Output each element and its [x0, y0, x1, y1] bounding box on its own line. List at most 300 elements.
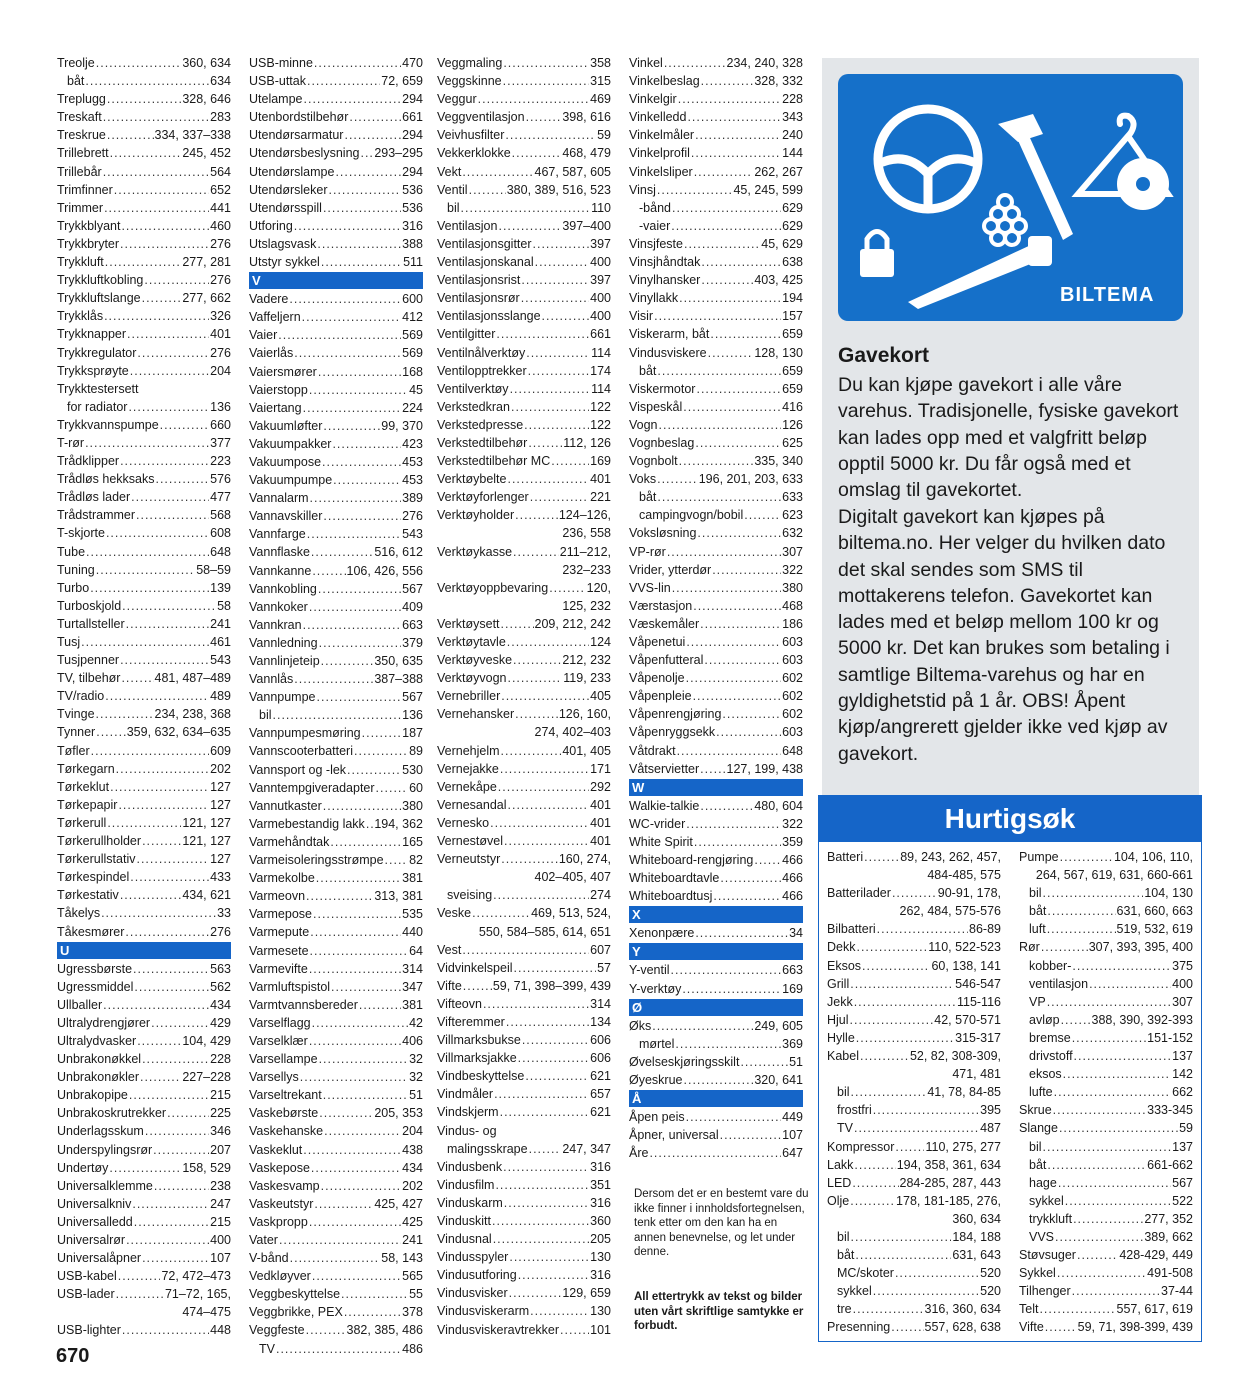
entry-pages: 434: [402, 1160, 423, 1175]
dot-leader: [362, 724, 402, 742]
entry-term: Våpenrengjøring: [629, 707, 722, 722]
entry-term: trykkluft: [1029, 1211, 1073, 1226]
dot-leader: [310, 489, 402, 507]
entry-pages: 294: [402, 164, 423, 179]
entry-term: USB-lighter: [57, 1323, 121, 1338]
index-entry: [57, 850, 231, 868]
entry-pages: 194, 362: [374, 816, 423, 831]
dot-leader: [524, 416, 589, 434]
index-entry: [57, 1050, 231, 1068]
index-entry: [629, 597, 803, 615]
index-entry: [827, 1101, 1001, 1119]
index-entry: [629, 325, 803, 343]
dot-leader: [110, 144, 182, 162]
dot-leader: [462, 941, 589, 959]
entry-term: hage: [1029, 1175, 1057, 1190]
entry-term: Vernehjelm: [437, 743, 500, 758]
entry-pages: 406: [402, 1033, 423, 1048]
entry-pages: 223: [210, 454, 231, 469]
dot-leader: [311, 1159, 401, 1177]
entry-pages: 603: [782, 653, 803, 668]
entry-term: sykkel: [837, 1284, 872, 1299]
dot-leader: [754, 851, 781, 869]
dot-leader: [657, 470, 698, 488]
entry-pages: 466: [782, 871, 803, 886]
entry-term: Turbo: [57, 580, 90, 595]
dot-leader: [679, 452, 754, 470]
entry-pages: 207: [210, 1142, 231, 1157]
entry-pages: 51: [789, 1054, 803, 1069]
entry-pages: 470: [402, 56, 423, 70]
entry-pages: 546-547: [955, 976, 1001, 991]
entry-term: Vannscooterbatteri: [249, 744, 353, 759]
dot-leader: [1061, 1011, 1091, 1029]
entry-term: Verktøyoppbevaring: [437, 580, 549, 595]
index-entry: [57, 760, 231, 778]
index-entry: [249, 978, 423, 996]
index-entry: [57, 1122, 231, 1140]
entry-term: Vinyllakk: [629, 291, 679, 306]
entry-term: Vanntempgiveradapter: [249, 780, 375, 795]
dot-leader: [167, 1104, 209, 1122]
entry-pages: 400: [590, 255, 611, 270]
entry-term: Tåkesmører: [57, 924, 125, 939]
entry-pages: 333-345: [1147, 1103, 1193, 1118]
entry-term: Vadere: [249, 292, 289, 307]
entry-pages: 453: [402, 473, 423, 488]
index-entry: [437, 778, 611, 796]
dot-leader: [512, 144, 562, 162]
dot-leader: [81, 633, 209, 651]
entry-pages: 107: [782, 1128, 803, 1143]
dot-leader: [145, 1122, 209, 1140]
entry-term: -vaier: [639, 218, 671, 233]
entry-pages: 315-317: [955, 1030, 1001, 1045]
entry-pages: 520: [980, 1266, 1001, 1281]
index-entry: [437, 289, 611, 307]
dot-leader: [347, 761, 401, 779]
entry-pages: 320, 641: [754, 1072, 803, 1087]
index-entry: [827, 1318, 1001, 1336]
index-entry: [1019, 1119, 1193, 1137]
entry-pages: 225: [210, 1106, 231, 1121]
index-entry: [629, 380, 803, 398]
index-entry: [437, 1194, 611, 1212]
index-entry: [57, 1086, 231, 1104]
entry-pages: 562: [210, 979, 231, 994]
dot-leader: [129, 1086, 209, 1104]
index-entry: [629, 961, 803, 979]
dot-leader: [105, 687, 209, 705]
entry-pages: 543: [402, 527, 423, 542]
entry-pages: 314: [402, 961, 423, 976]
index-entry: [57, 1195, 231, 1213]
dot-leader: [313, 905, 401, 923]
index-entry: [249, 1213, 423, 1231]
entry-pages: 294: [402, 128, 423, 143]
index-entry: [629, 1053, 803, 1071]
index-entry: [629, 1035, 803, 1053]
index-entry: [249, 1321, 423, 1339]
index-entry: [827, 1282, 1001, 1300]
entry-term: ventilasjon: [1029, 976, 1089, 991]
entry-pages: 59, 71, 398-399, 439: [1077, 1320, 1193, 1335]
entry-term: Treplugg: [57, 92, 106, 107]
entry-term: Vaierlås: [249, 346, 294, 361]
entry-pages: 403, 425: [754, 273, 803, 288]
entry-term: Vrider, ytterdør: [629, 562, 712, 577]
index-entry: [629, 488, 803, 506]
dot-leader: [276, 1340, 401, 1358]
index-entry: [629, 687, 803, 705]
entry-term: Dekk: [827, 940, 856, 955]
dot-leader: [649, 1144, 781, 1162]
dot-leader: [854, 993, 956, 1011]
entry-term: bil: [1029, 1139, 1042, 1154]
index-entry: [57, 54, 231, 72]
entry-term: Trykklås: [57, 309, 104, 324]
index-entry: [1019, 1083, 1193, 1101]
entry-term: Verktøyvogn: [437, 671, 507, 686]
index-entry: [249, 761, 423, 779]
dot-leader: [701, 271, 753, 289]
index-entry: [437, 850, 611, 868]
index-entry: [629, 651, 803, 669]
entry-pages: 379: [402, 635, 423, 650]
entry-term: Varseltrekant: [249, 1088, 322, 1103]
dot-leader: [461, 199, 591, 217]
index-entry: [57, 796, 231, 814]
entry-pages: 662: [1172, 1085, 1193, 1100]
index-entry: [437, 1085, 611, 1103]
entry-pages: 400: [1172, 976, 1193, 991]
entry-pages: 480, 604: [754, 798, 803, 813]
entry-term: Våpenpleie: [629, 689, 692, 704]
entry-pages: 433: [210, 870, 231, 885]
entry-pages: 428-429, 449: [1119, 1248, 1193, 1263]
entry-pages: 32: [409, 1070, 423, 1085]
entry-term: Vaiersmører: [249, 364, 317, 379]
entry-term: Ventilasjonsrør: [437, 291, 520, 306]
dot-leader: [329, 181, 402, 199]
entry-term: Varmtvannsbereder: [249, 997, 358, 1012]
index-entry: [437, 1067, 611, 1085]
entry-term: Ultralydrengjører: [57, 1015, 151, 1030]
entry-pages: 625: [782, 435, 803, 450]
dot-leader: [892, 884, 937, 902]
index-entry: [249, 90, 423, 108]
index-entry: [57, 1249, 231, 1267]
letter-section-header: Å: [629, 1090, 803, 1107]
dot-leader: [678, 90, 781, 108]
index-entry: [57, 996, 231, 1014]
dot-leader: [289, 290, 401, 308]
dot-leader: [462, 163, 533, 181]
entry-term: Ventilverktøy: [437, 381, 509, 396]
dot-leader: [303, 616, 402, 634]
index-entry: [629, 163, 803, 181]
entry-term: Vest: [437, 942, 462, 957]
dot-leader: [344, 126, 401, 144]
index-entry: [437, 941, 611, 959]
index-entry: [57, 271, 231, 289]
letter-section-header: W: [629, 779, 803, 796]
index-entry: [1019, 1192, 1193, 1210]
index-entry: [249, 1068, 423, 1086]
dot-leader: [312, 562, 345, 580]
entry-term: Skrue: [1019, 1103, 1052, 1118]
index-entry: [437, 126, 611, 144]
dot-leader: [1065, 1192, 1171, 1210]
index-entry: [437, 832, 611, 850]
entry-term: Vernehansker: [437, 707, 515, 722]
entry-term: Våpenetui: [629, 635, 686, 649]
index-entry: [437, 90, 611, 108]
entry-term: Verktøytavle: [437, 635, 506, 649]
dot-leader: [515, 506, 558, 524]
dot-leader: [664, 54, 726, 72]
entry-term: Kabel: [827, 1049, 859, 1064]
entry-term: sykkel: [1029, 1193, 1064, 1208]
index-entry: [629, 126, 803, 144]
entry-pages: 453: [402, 454, 423, 469]
entry-term: Verktøyveske: [437, 653, 513, 668]
entry-pages: 52, 82, 308-309,: [909, 1049, 1001, 1064]
entry-pages: 157: [782, 309, 803, 324]
index-entry: [1019, 1228, 1193, 1246]
letter-section-header: Y: [629, 943, 803, 960]
index-entry: [629, 470, 803, 488]
dot-leader: [514, 959, 597, 977]
entry-term: Vindus- og: [437, 1123, 497, 1138]
dot-leader: [851, 1228, 952, 1246]
index-entry: [1019, 1300, 1193, 1318]
index-entry: [437, 1158, 611, 1176]
index-entry: [249, 453, 423, 471]
entry-term: Ventilasjonskanal: [437, 255, 534, 270]
entry-term: Vaskpropp: [249, 1214, 308, 1229]
dot-leader: [91, 742, 210, 760]
index-entry: [249, 1195, 423, 1213]
entry-pages: 369: [782, 1036, 803, 1051]
dot-leader: [142, 832, 181, 850]
dot-leader: [96, 54, 182, 72]
entry-term: Unbrakoskrutrekker: [57, 1106, 167, 1121]
dot-leader: [521, 289, 589, 307]
entry-pages: 397–400: [562, 218, 611, 233]
index-entry: [437, 181, 611, 199]
index-entry: [249, 290, 423, 308]
index-entry: [437, 362, 611, 380]
entry-term: Unbrakonøkler: [57, 1070, 139, 1085]
dot-leader: [335, 163, 401, 181]
entry-pages: 137: [1172, 1139, 1193, 1154]
index-entry: [57, 470, 231, 488]
dot-leader: [560, 1321, 589, 1339]
index-entry: [827, 848, 1001, 866]
entry-term: Vindusnal: [437, 1232, 492, 1247]
entry-pages: 316: [590, 1268, 611, 1283]
index-entry: [827, 1228, 1001, 1246]
entry-pages: 359: [782, 834, 803, 849]
dot-leader: [708, 344, 754, 362]
entry-term: Utendørslampe: [249, 164, 335, 179]
entry-pages: 90-91, 178,: [937, 886, 1001, 901]
entry-pages: 328, 332: [754, 74, 803, 89]
dot-leader: [90, 579, 209, 597]
entry-pages: 294: [402, 92, 423, 107]
index-entry: [827, 866, 1001, 884]
entry-term: Vaierstopp: [249, 382, 308, 397]
dot-leader: [118, 1267, 161, 1285]
index-entry: [57, 1213, 231, 1231]
dot-leader: [864, 848, 899, 866]
entry-term: Vannlås: [249, 672, 294, 687]
entry-term: Trykkregulator: [57, 345, 137, 360]
index-entry: [437, 506, 611, 524]
entry-term: Våpenfutteral: [629, 653, 704, 668]
entry-pages: 634: [210, 74, 231, 89]
entry-pages-continued: 274, 402–403: [534, 725, 611, 740]
dot-leader: [700, 760, 725, 778]
entry-pages: 535: [402, 907, 423, 922]
entry-term: Ugressbørste: [57, 961, 133, 976]
entry-term: Utendørsarmatur: [249, 128, 344, 143]
dot-leader: [657, 488, 781, 506]
dot-leader: [294, 344, 401, 362]
index-entry: [57, 1267, 231, 1285]
index-entry: [57, 687, 231, 705]
index-entry: [249, 779, 423, 797]
index-entry: [249, 724, 423, 742]
index-entry: [249, 851, 423, 869]
index-entry: [827, 1300, 1001, 1318]
entry-pages: 382, 385, 486: [346, 1323, 423, 1338]
dot-leader: [686, 815, 781, 833]
dot-leader: [127, 325, 209, 343]
entry-term: Trykkbryter: [57, 236, 120, 251]
entry-pages: 171: [590, 761, 611, 776]
dot-leader: [659, 416, 782, 434]
index-entry: [437, 1176, 611, 1194]
index-entry: [437, 54, 611, 72]
entry-pages: 293–295: [374, 146, 423, 161]
index-entry: [57, 651, 231, 669]
entry-term: Verneutstyr: [437, 852, 501, 867]
dot-leader: [323, 1086, 408, 1104]
entry-term: båt: [639, 363, 657, 378]
dot-leader: [504, 832, 589, 850]
index-entry: [437, 524, 611, 542]
index-entry: [437, 1266, 611, 1284]
entry-term: bil: [1029, 886, 1042, 901]
entry-pages: 557, 617, 619: [1116, 1302, 1193, 1317]
entry-pages: 72, 659: [381, 74, 423, 89]
entry-pages: 240: [782, 128, 803, 143]
index-entry: [1019, 1029, 1193, 1047]
entry-term: LED: [827, 1175, 852, 1190]
entry-term: Telt: [1019, 1302, 1039, 1317]
entry-term: Veggskinne: [437, 74, 502, 89]
entry-pages: 602: [782, 689, 803, 704]
entry-pages: 405: [590, 689, 611, 704]
entry-pages-continued: 550, 584–585, 614, 651: [478, 924, 611, 939]
dot-leader: [701, 72, 754, 90]
dot-leader: [121, 669, 153, 687]
entry-pages: 249, 605: [754, 1018, 803, 1033]
entry-term: Presenning: [827, 1320, 891, 1335]
entry-pages: 648: [782, 743, 803, 758]
index-entry: [629, 1017, 803, 1035]
index-entry: [629, 633, 803, 651]
entry-term: Batteri: [827, 850, 864, 864]
entry-pages: 59: [597, 128, 611, 143]
entry-pages: 126: [782, 417, 803, 432]
entry-pages: 227–228: [182, 1070, 231, 1085]
entry-term: Vannfarge: [249, 527, 306, 542]
entry-pages: 104, 429: [182, 1033, 231, 1048]
index-entry: [57, 1032, 231, 1050]
dot-leader: [306, 887, 373, 905]
dot-leader: [1089, 975, 1171, 993]
index-entry: [57, 398, 231, 416]
dot-leader: [341, 1285, 408, 1303]
entry-term: lufte: [1029, 1085, 1053, 1100]
index-entry: [437, 398, 611, 416]
entry-term: båt: [1029, 1157, 1047, 1172]
index-entry: [249, 815, 423, 833]
entry-pages: 41, 78, 84-85: [927, 1085, 1001, 1100]
entry-pages: 277, 662: [182, 291, 231, 306]
entry-term: Vannledning: [249, 635, 318, 650]
entry-term: Unbrakopipe: [57, 1088, 128, 1103]
entry-term: Universalrør: [57, 1233, 126, 1247]
index-entry: [57, 723, 231, 741]
entry-term: Trådløs lader: [57, 490, 131, 505]
index-entry: [249, 417, 423, 435]
dot-leader: [1053, 1101, 1146, 1119]
entry-pages: 416: [782, 399, 803, 414]
entry-term: Tørkepapir: [57, 797, 118, 812]
entry-pages: 401: [590, 815, 611, 830]
entry-pages: 322: [782, 562, 803, 577]
index-entry: [57, 904, 231, 922]
entry-pages: 215: [210, 1214, 231, 1229]
entry-pages: 58, 143: [381, 1251, 423, 1266]
dot-leader: [853, 1300, 924, 1318]
entry-term: Voks: [629, 472, 657, 487]
index-entry: [827, 938, 1001, 956]
dot-leader: [700, 797, 753, 815]
entry-pages: 120,: [586, 580, 611, 595]
entry-pages: 434, 621: [182, 888, 231, 903]
entry-pages: 631, 660, 663: [1116, 904, 1193, 919]
entry-pages: 401: [590, 797, 611, 812]
entry-term: Vinkelbeslag: [629, 74, 700, 89]
entry-pages: 659: [782, 327, 803, 342]
dot-leader: [321, 652, 374, 670]
entry-term: Verkstedkran: [437, 399, 510, 414]
entry-pages: 32: [409, 1052, 423, 1067]
index-entry: [437, 307, 611, 325]
dot-leader: [319, 634, 402, 652]
entry-term: Vifteremmer: [437, 1014, 505, 1029]
index-entry: [629, 199, 803, 217]
entry-term: Ventilasjonsgitter: [437, 236, 532, 251]
entry-term: Viskermotor: [629, 381, 696, 396]
gift-card-paragraph-2: Digitalt gavekort kan kjøpes på biltema.no. Her velger du hvilken dato det skal sendes som SMS til mottakerens telefon. Gavekortet kan lades med et beløp mellom 100 kr og 5000 kr. Det kan brukes som betaling i samtlige Biltema-varehus og har en gyldighetstid på 1 år. OBS! Åpent kjøp/angrerett gjelder ikke ved kjøp av gavekort.: [838, 506, 1170, 765]
entry-pages: 110, 522-523: [928, 940, 1001, 955]
